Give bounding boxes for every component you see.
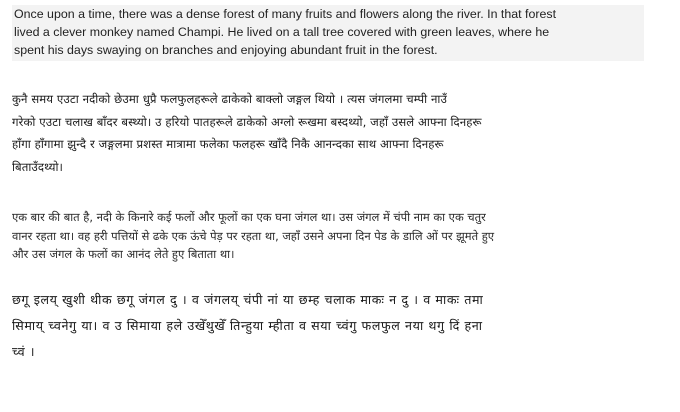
nepali-paragraph: कुनै समय एउटा नदीको छेउमा धुप्रै फलफुलहरूले ढाकेको बाक्लो जङ्गल थियो । त्यस जंगलमा चम्पी नाउँ गरेको एउटा चलाख बाँदर बस्थ्यो। उ हरियो पातहरूले ढाकेको अग्लो रूखमा बस्दथ्यो, जहाँ उसले आफ्ना दिनहरू हाँगा हाँगामा झुन्दै र जङ्गलमा प्रशस्त मात्रामा फलेका फलहरू खाँदै निकै आनन्दका साथ आफ्ना दिनहरू बिताउँदथ्यो। <box>12 92 482 174</box>
newari-paragraph: छगू इलय् खुशी थीक छगू जंगल दु । व जंगलय् चंपी नां या छम्ह चलाक माकः न दु । व माकः तमा सिमाय् च्वनेगु या। व उ सिमाया हले उखेँथुखेँ तिन्हुया म्हीता व सया च्वंगु फलफुल नया थगु दिं हना च्वं । <box>12 292 484 359</box>
hindi-paragraph: एक बार की बात है, नदी के किनारे कई फलों और फूलों का एक घना जंगल था। उस जंगल में चंपी नाम का एक चतुर वानर रहता था। वह हरी पत्तियों से ढके एक ऊंचे पेड़ पर रहता था, जहाँ उसने अपना दिन पेड के डालि ओं पर झूमते हुए और उस जंगल के फलों का आनंद लेते हुए बिताता था। <box>12 210 495 261</box>
english-paragraph: Once upon a time, there was a dense forest of many fruits and flowers along the river. In that forest lived a clever monkey named Champi. He lived on a tall tree covered with green leaves, where he spent his days swaying on branches and enjoying abundant fruit in the forest. <box>12 5 644 61</box>
